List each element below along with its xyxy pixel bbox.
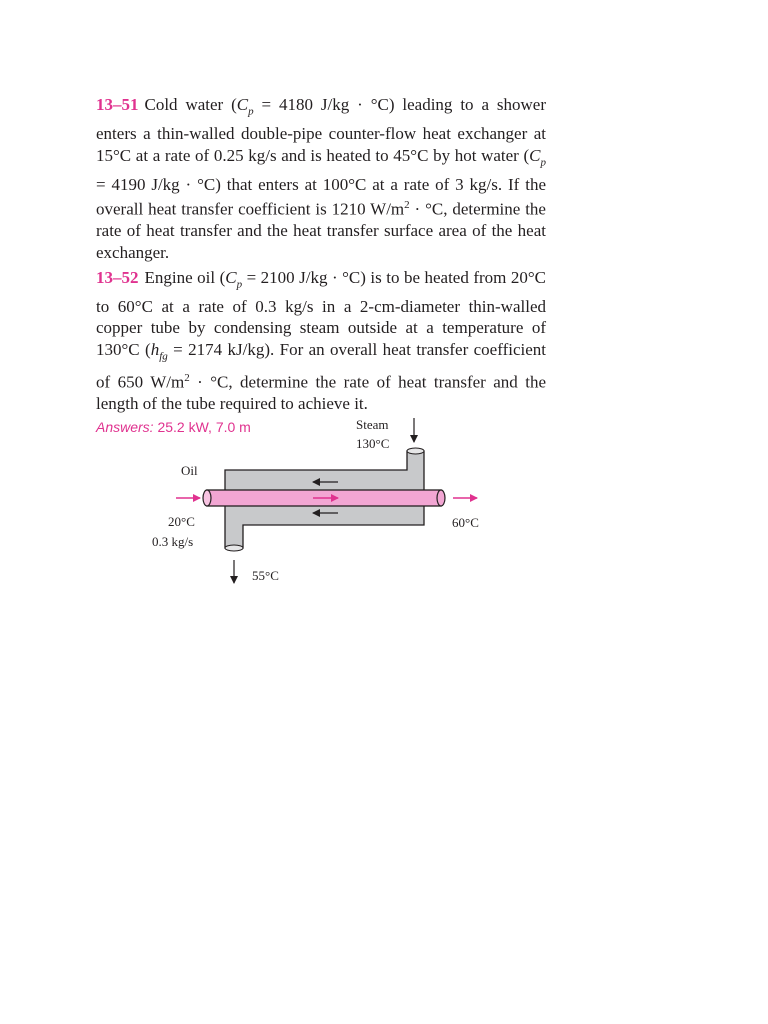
oil-inlet-temperature: 20°C bbox=[168, 514, 195, 529]
condensate-temperature: 55°C bbox=[252, 568, 279, 583]
tube-inlet-end bbox=[203, 490, 211, 506]
oil-label: Oil bbox=[181, 463, 198, 478]
document-body bbox=[96, 94, 546, 436]
symbol: C bbox=[236, 95, 249, 114]
subscript: p bbox=[540, 155, 546, 168]
condensate-outlet-opening bbox=[225, 545, 243, 551]
oil-outlet-temperature: 60°C bbox=[452, 515, 479, 530]
answers-label: Answers: bbox=[96, 418, 154, 435]
answers-line bbox=[96, 418, 546, 436]
subscript: p bbox=[236, 277, 243, 290]
oil-flow-rate: 0.3 kg/s bbox=[152, 534, 194, 549]
problem-text: = 2100 J/kg · °C) is to be heated from 20°C to 60°C at a rate of 0.3 kg/s in a 2-cm-diameter thin-walled copper tube by condensing steam outside at a temperature of 130°C ( bbox=[96, 267, 546, 359]
problem-text: Engine oil ( bbox=[144, 267, 226, 287]
tube-outlet-end bbox=[437, 490, 445, 506]
problem-text: · °C, determine the rate of heat transfer and the heat transfer surface area of the heat exchanger. bbox=[96, 199, 546, 262]
symbol: C bbox=[529, 145, 541, 165]
problem-text: = 4180 J/kg · °C) leading to a shower enters a thin-walled double-pipe counter-flow heat exchanger at 15°C at a rate of 0.25 kg/s and is heated to 45°C by hot water ( bbox=[96, 95, 546, 165]
problem-number: 13–51 bbox=[96, 95, 139, 114]
steam-label: Steam bbox=[356, 417, 389, 432]
symbol: h bbox=[150, 339, 160, 359]
steam-temperature: 130°C bbox=[356, 436, 390, 451]
problem-number: 13–52 bbox=[96, 267, 139, 287]
answers-value: 25.2 kW, 7.0 m bbox=[153, 418, 251, 435]
subscript: p bbox=[248, 105, 254, 118]
problem-13-52 bbox=[96, 267, 546, 415]
symbol: C bbox=[225, 267, 237, 287]
subscript: fg bbox=[159, 350, 168, 363]
problem-13-51 bbox=[96, 94, 546, 264]
problem-text: = 4190 J/kg · °C) that enters at 100°C at a rate of 3 kg/s. If the overall heat transfer coefficient is 1210 W/m bbox=[96, 174, 546, 219]
superscript: 2 bbox=[184, 371, 190, 384]
superscript: 2 bbox=[404, 199, 410, 212]
problem-text: Cold water ( bbox=[144, 95, 237, 114]
problem-text: · °C, determine the rate of heat transfer and the length of the tube required to achieve it. bbox=[96, 372, 546, 413]
problem-text: = 2174 kJ/kg). For an overall heat transfer coefficient of 650 W/m bbox=[96, 339, 546, 392]
steam-inlet-opening bbox=[407, 448, 424, 454]
shell-pipe bbox=[225, 451, 424, 548]
inner-tube bbox=[207, 490, 441, 506]
